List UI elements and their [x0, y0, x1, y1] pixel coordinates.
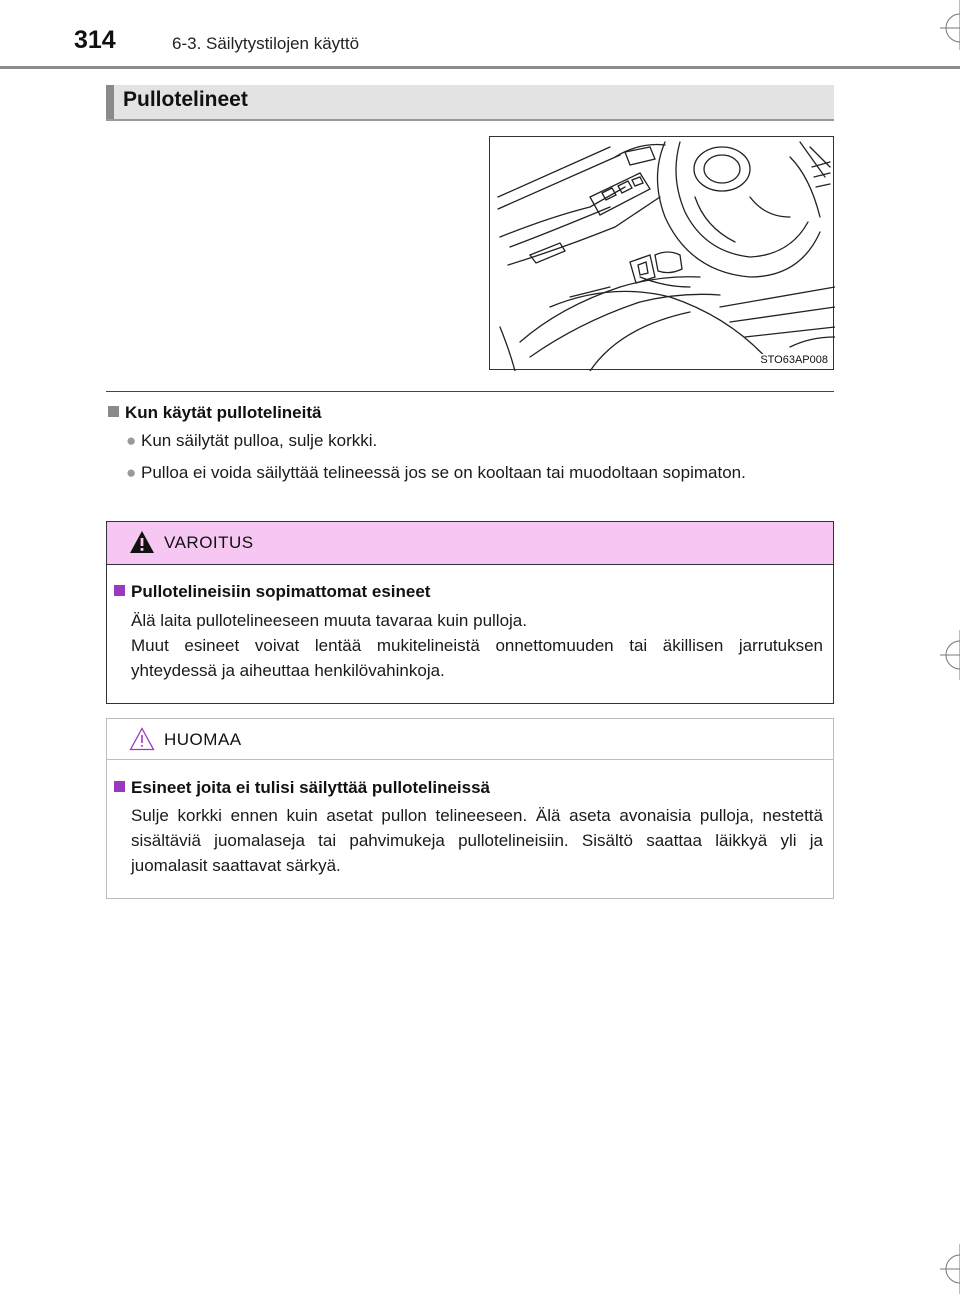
crop-mark-middle-right: [930, 630, 960, 680]
usage-bullet-text: Kun säilytät pulloa, sulje korkki.: [141, 431, 378, 450]
usage-heading-text: Kun käytät pullotelineitä: [125, 403, 322, 422]
usage-bullet: [126, 460, 830, 485]
section-title: Pullotelineet: [123, 88, 248, 111]
caution-triangle-icon: [129, 727, 155, 751]
car-interior-drawing: [490, 137, 835, 371]
page-number: 314: [74, 26, 116, 54]
usage-heading: [108, 403, 321, 423]
usage-bullet: [126, 428, 830, 453]
bullet-dot-icon: ●: [126, 463, 137, 482]
usage-bullet-text: Pulloa ei voida säilyttää telineessä jos se on kooltaan tai muodoltaan sopimaton.: [141, 463, 746, 482]
warning-label: VAROITUS: [164, 533, 254, 552]
notice-title: [114, 778, 490, 798]
warning-title-text: Pullotelineisiin sopimattomat esineet: [131, 582, 431, 601]
crop-mark-top-right: [930, 0, 960, 50]
notice-header: [107, 719, 833, 760]
warning-paragraph: Muut esineet voivat lentää mukitelineistä onnettomuuden tai äkillisen jarrutuksen yhteydessä ja aiheuttaa henkilövahinkoja.: [131, 636, 823, 680]
section-divider: [106, 391, 834, 392]
section-bar-accent: [106, 85, 114, 119]
warning-box: [106, 521, 834, 704]
heading-square-icon: [114, 781, 125, 792]
warning-body: [131, 608, 823, 683]
bottle-holder-illustration: [489, 136, 834, 370]
notice-title-text: Esineet joita ei tulisi säilyttää pullotelineissä: [131, 778, 491, 797]
heading-square-icon: [114, 585, 125, 596]
notice-box: [106, 718, 834, 899]
header-rule: [0, 66, 960, 69]
figure-code: STO63AP008: [760, 354, 828, 366]
section-title-bar: [106, 85, 834, 121]
heading-square-icon: [108, 406, 119, 417]
notice-paragraph: Sulje korkki ennen kuin asetat pullon telineeseen. Älä aseta avonaisia pulloja, nestettä sisältäviä juomalaseja tai pahvimukeja pullotelineisiin. Sisältö saattaa läikkyä yli ja juomalasit saattavat särkyä.: [131, 806, 823, 875]
bullet-dot-icon: ●: [126, 431, 137, 450]
crop-mark-bottom-right: [930, 1244, 960, 1294]
chapter-title: 6-3. Säilytystilojen käyttö: [172, 34, 360, 53]
warning-paragraph: Älä laita pullotelineeseen muuta tavaraa kuin pulloja.: [131, 611, 527, 630]
warning-header: [107, 522, 833, 565]
notice-label: HUOMAA: [164, 730, 242, 749]
notice-body: [131, 803, 823, 878]
warning-triangle-icon: [129, 530, 155, 554]
warning-title: [114, 582, 430, 602]
